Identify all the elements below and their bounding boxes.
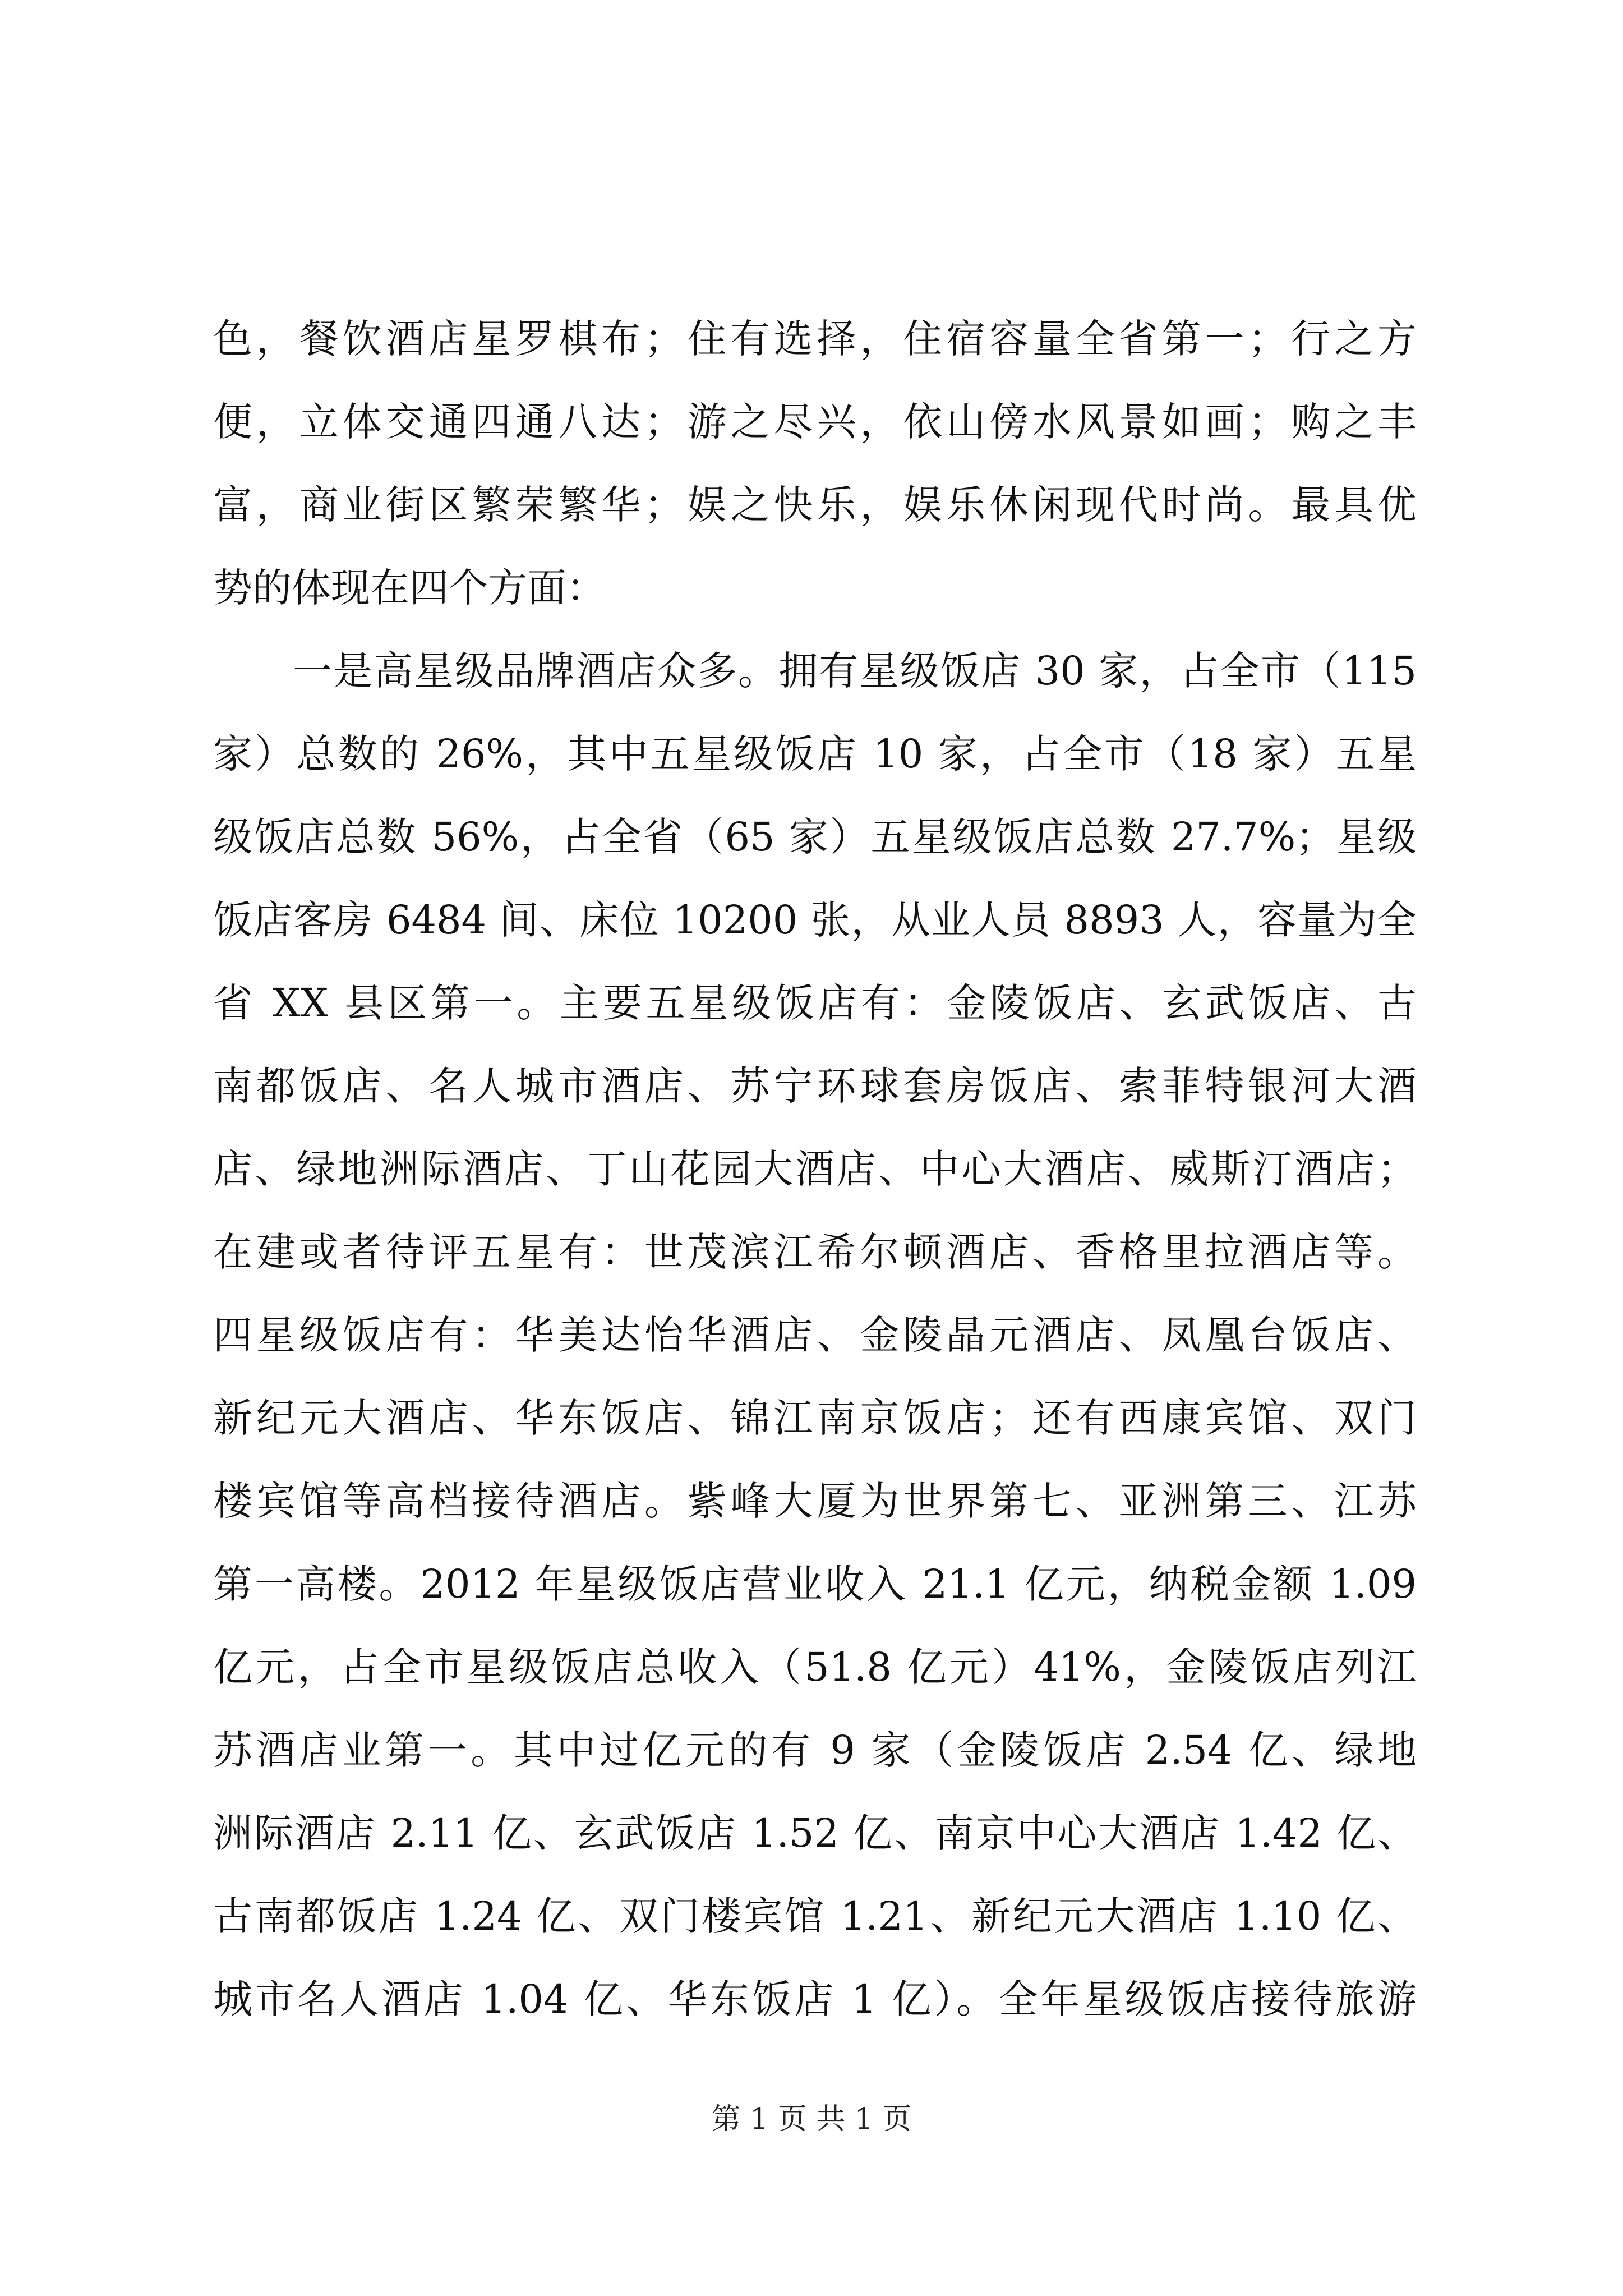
body-text-line: 第一高楼。2012 年星级饭店营业收入 21.1 亿元，纳税金额 1.09 — [213, 1561, 1417, 1607]
body-text-line: 势的体现在四个方面： — [213, 565, 606, 611]
body-text-line: 亿元，占全市星级饭店总收入（51.8 亿元）41%，金陵饭店列江 — [213, 1644, 1417, 1690]
body-text-line: 饭店客房 6484 间、床位 10200 张，从业人员 8893 人，容量为全 — [213, 897, 1417, 943]
body-text-line: 一是高星级品牌酒店众多。拥有星级饭店 30 家，占全市（115 — [293, 648, 1417, 694]
body-text-line: 便，立体交通四通八达；游之尽兴，依山傍水风景如画；购之丰 — [213, 399, 1417, 445]
body-text-line: 家）总数的 26%，其中五星级饭店 10 家，占全市（18 家）五星 — [213, 731, 1417, 777]
body-text-line: 新纪元大酒店、华东饭店、锦江南京饭店；还有西康宾馆、双门 — [213, 1395, 1417, 1441]
body-text-line: 洲际酒店 2.11 亿、玄武饭店 1.52 亿、南京中心大酒店 1.42 亿、 — [213, 1810, 1417, 1856]
body-text-line: 富，商业街区繁荣繁华；娱之快乐，娱乐休闲现代时尚。最具优 — [213, 482, 1417, 528]
body-text-line: 楼宾馆等高档接待酒店。紫峰大厦为世界第七、亚洲第三、江苏 — [213, 1478, 1417, 1524]
body-text-line: 级饭店总数 56%，占全省（65 家）五星级饭店总数 27.7%；星级 — [213, 814, 1417, 860]
body-text-line: 南都饭店、名人城市酒店、苏宁环球套房饭店、索菲特银河大酒 — [213, 1063, 1417, 1109]
document-body — [213, 297, 1417, 2041]
page-number-footer: 第 1 页 共 1 页 — [711, 2102, 912, 2136]
body-text-line: 四星级饭店有：华美达怡华酒店、金陵晶元酒店、凤凰台饭店、 — [213, 1312, 1417, 1358]
body-text-line: 在建或者待评五星有：世茂滨江希尔顿酒店、香格里拉酒店等。 — [213, 1229, 1417, 1275]
body-text-line: 色，餐饮酒店星罗棋布；住有选择，住宿容量全省第一；行之方 — [213, 316, 1417, 362]
body-text-line: 城市名人酒店 1.04 亿、华东饭店 1 亿）。全年星级饭店接待旅游 — [213, 1976, 1417, 2022]
body-text-line: 店、绿地洲际酒店、丁山花园大酒店、中心大酒店、威斯汀酒店； — [213, 1146, 1417, 1192]
body-text-line: 古南都饭店 1.24 亿、双门楼宾馆 1.21、新纪元大酒店 1.10 亿、 — [213, 1893, 1417, 1939]
body-text-line: 苏酒店业第一。其中过亿元的有 9 家（金陵饭店 2.54 亿、绿地 — [213, 1727, 1417, 1773]
body-text-line: 省 XX 县区第一。主要五星级饭店有：金陵饭店、玄武饭店、古 — [213, 980, 1417, 1026]
